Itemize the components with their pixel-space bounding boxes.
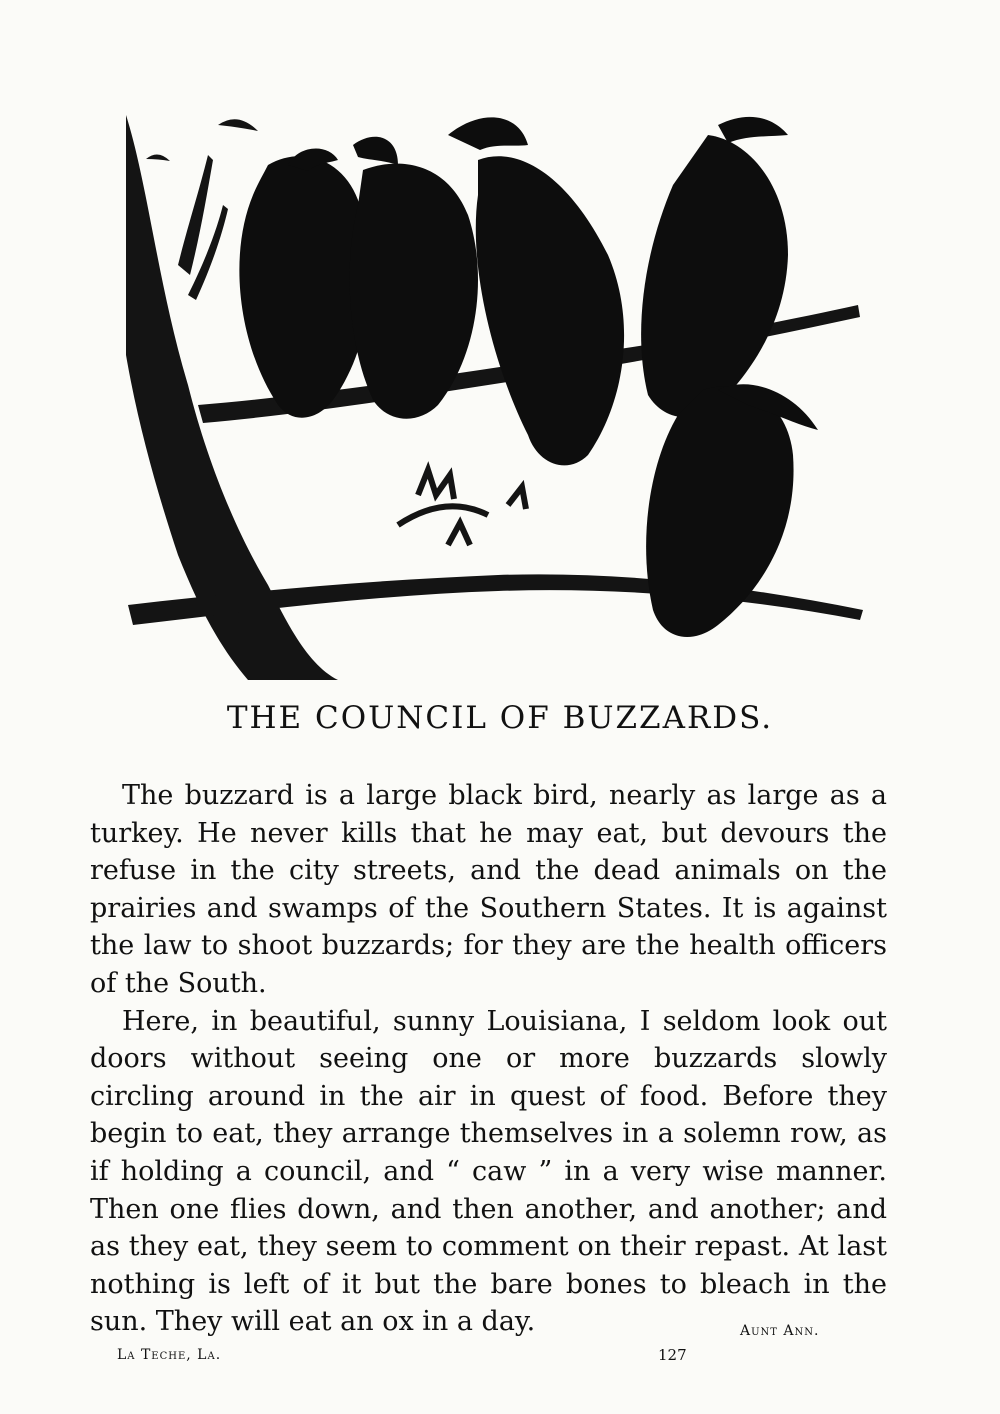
flying-bird: [146, 154, 170, 161]
buzzard: [641, 135, 788, 417]
page-number: 127: [658, 1346, 687, 1364]
paragraph: Here, in beautiful, sunny Louisiana, I seldom look out doors without seeing one or more buzzards slowly circling around in the air in quest of food. Before they begin to eat, they arrange themselves in a solemn row, as if holding a council, and “ caw ” in a very wise manner. Then one flies down, and then another, and another; and as they eat, they seem to comment on their repast. At last nothing is left of it but the bare bones to bleach in the sun. They will eat an ox in a day.: [90, 1005, 887, 1338]
buzzard: [476, 156, 624, 465]
buzzards-silhouette-image: [118, 105, 870, 685]
page-title: THE COUNCIL OF BUZZARDS.: [226, 700, 774, 736]
story-body: [90, 777, 887, 1341]
place-line: La Teche, La.: [117, 1347, 222, 1363]
buzzard-head: [353, 137, 398, 165]
flying-bird: [218, 119, 258, 131]
author-signature: Aunt Ann.: [740, 1323, 820, 1339]
pine-twig: [398, 470, 526, 545]
buzzard-head: [718, 117, 788, 143]
paragraph: The buzzard is a large black bird, nearly as large as a turkey. He never kills that he may eat, but devours the refuse in the city streets, and the dead animals on the prairies and swamps of the Southern States. It is against the law to shoot buzzards; for they are the health officers of the South.: [90, 780, 887, 999]
buzzard-head: [448, 117, 528, 150]
buzzards-illustration: [118, 105, 870, 685]
